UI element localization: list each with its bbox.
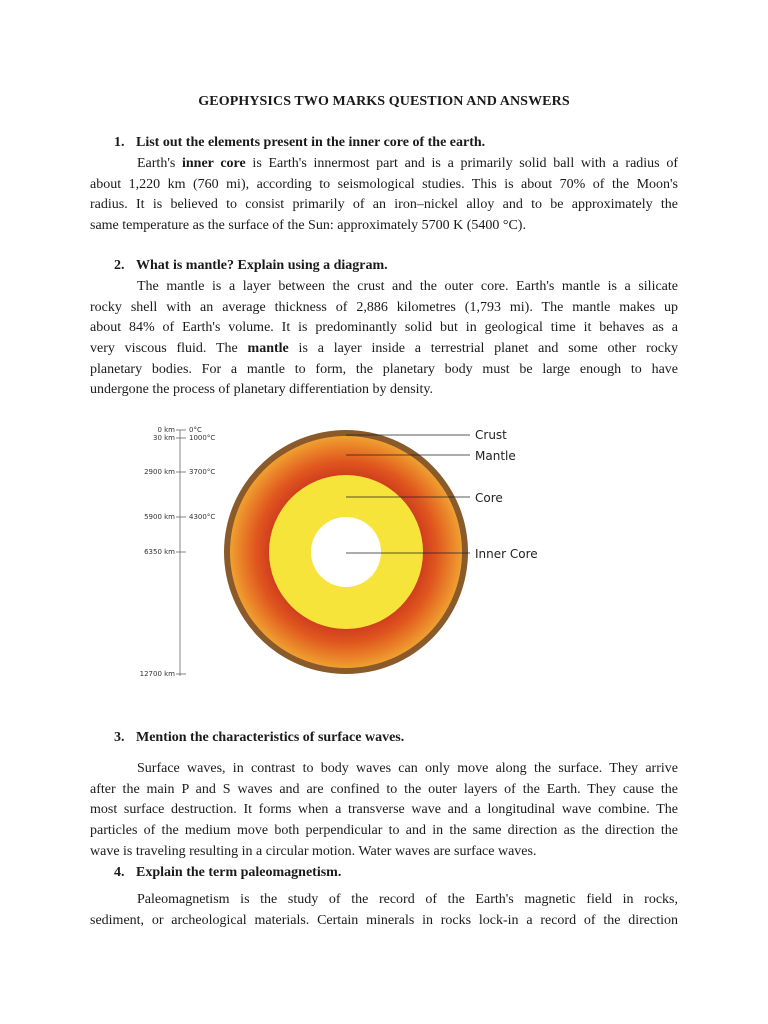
crust-label: Crust: [475, 428, 507, 442]
core-label: Core: [475, 491, 503, 505]
scale-depth-label: 12700 km: [139, 670, 175, 678]
scale-temp-label: 0°C: [189, 426, 202, 434]
question-number: 3.: [114, 730, 125, 745]
scale-temp-label: 3700°C: [189, 468, 216, 476]
question-text: Explain the term paleomagnetism.: [136, 865, 342, 880]
scale-tick-5: [140, 670, 186, 678]
scale-depth-label: 5900 km: [144, 513, 175, 521]
answer-line: The mantle is a layer between the crust and the outer core. Earth's mantle is a silicate: [137, 279, 678, 294]
answer-line: rocky shell with an average thickness of 2,886 kilometres (1,793 mi). The mantle makes up: [90, 299, 678, 315]
question-text: Mention the characteristics of surface waves.: [136, 730, 405, 745]
scale-temp-label: 1000°C: [189, 434, 216, 442]
answer-line: planetary bodies. For a mantle to form, the planetary body must be large enough to have: [90, 361, 678, 377]
answer-3: [90, 759, 678, 862]
scale-depth-label: 2900 km: [144, 468, 175, 476]
inner-core-layer: [311, 517, 381, 587]
scale-depth-label: 6350 km: [144, 548, 175, 556]
answer-line: radius. It is believed to consist primarily of an iron–nickel alloy and to be approximately the: [90, 197, 678, 213]
answer-line: about 84% of Earth's volume. It is predominantly solid but in geological time it behaves as a: [90, 320, 678, 336]
answer-line: most surface destruction. It forms when a transverse wave and a longitudinal wave combine. The: [90, 802, 678, 818]
answer-line: Surface waves, in contrast to body waves can only move along the surface. They arrive: [137, 761, 678, 776]
answer-line: very viscous fluid. The mantle is a layer inside a terrestrial planet and some other rocky: [90, 341, 678, 357]
scale-tick-1: [153, 434, 215, 442]
answer-line: about 1,220 km (760 mi), according to seismological studies. This is about 70% of the Moon's: [90, 176, 678, 192]
scale-depth-label: 0 km: [157, 426, 175, 434]
answer-4: [90, 890, 678, 931]
page-title: GEOPHYSICS TWO MARKS QUESTION AND ANSWERS: [198, 94, 570, 109]
depth-scale: [140, 426, 216, 678]
question-text: List out the elements present in the inner core of the earth.: [136, 135, 486, 150]
scale-temp-label: 4300°C: [189, 513, 216, 521]
answer-line: sediment, or archeological materials. Certain minerals in rocks lock-in a record of the direction: [90, 912, 678, 928]
answer-line: wave is traveling resulting in a circular motion. Water waves are surface waves.: [90, 843, 537, 859]
question-4: [114, 865, 341, 881]
question-number: 1.: [114, 135, 125, 150]
question-number: 4.: [114, 865, 125, 880]
answer-line: Paleomagnetism is the study of the record of the Earth's magnetic field in rocks,: [137, 892, 678, 907]
answer-line: Earth's inner core is Earth's innermost part and is a primarily solid ball with a radius of: [137, 156, 678, 171]
answer-line: undergone the process of planetary differentiation by density.: [90, 382, 434, 398]
question-text: What is mantle? Explain using a diagram.: [136, 258, 388, 273]
question-3: [114, 730, 404, 746]
answer-line: same temperature as the surface of the Sun: approximately 5700 K (5400 °C).: [90, 218, 526, 234]
inner-core-label: Inner Core: [475, 547, 538, 561]
question-number: 2.: [114, 258, 125, 273]
scale-depth-label: 30 km: [152, 434, 175, 442]
answer-line: after the main P and S waves and are confined to the outer layers of the Earth. They cause the: [90, 781, 678, 797]
answer-line: particles of the medium move both perpendicular to and in the same direction as the direction the: [90, 823, 678, 839]
mantle-label: Mantle: [475, 449, 516, 463]
